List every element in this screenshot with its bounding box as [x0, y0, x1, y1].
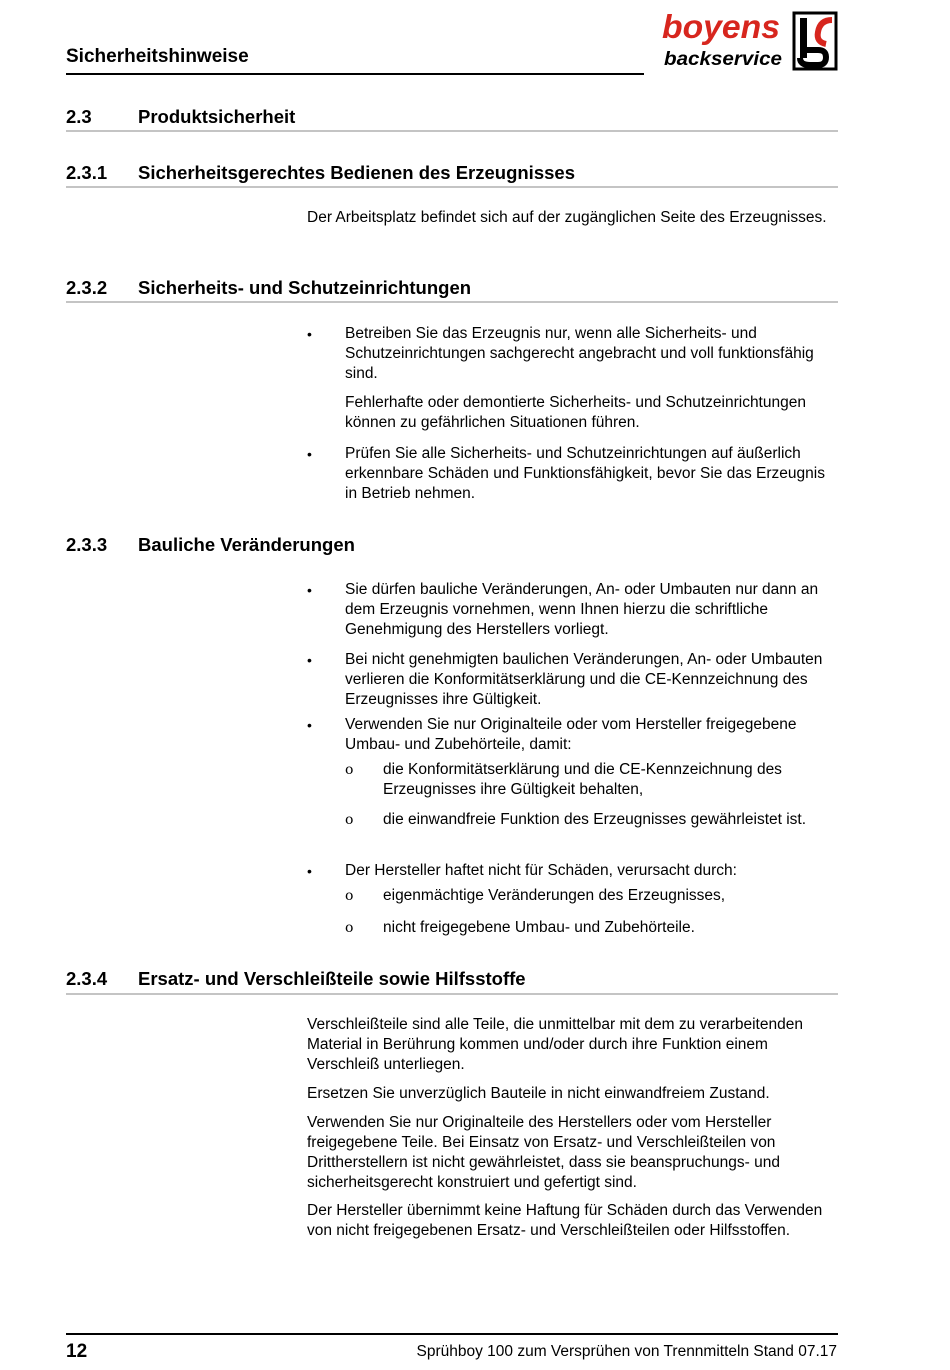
paragraph: Ersetzen Sie unverzüglich Bauteile in nicht einwandfreiem Zustand. — [307, 1085, 770, 1102]
list-item-text: Fehlerhafte oder demontierte Sicherheits- und Schutzeinrichtungen können zu gefährlichen Situationen führen. — [345, 394, 806, 431]
section-title: Sicherheits- und Schutzeinrichtungen — [138, 277, 472, 298]
page-header-title: Sicherheitshinweise — [66, 46, 249, 67]
list-item-text: Der Hersteller haftet nicht für Schäden, verursacht durch: — [345, 862, 737, 879]
svg-text:boyens: boyens — [662, 10, 780, 45]
header-divider — [66, 73, 644, 75]
logo-graphic — [660, 10, 840, 72]
paragraph: Verwenden Sie nur Originalteile des Herstellers oder vom Hersteller freigegebene Teile. Bei Einsatz von Ersatz- und Verschleißteilen von Drittherstellern ist nicht gewährleistet, dass sie beanspruchungs- und sicherheitsgerecht konstruiert und gefertigt sind. — [307, 1114, 780, 1191]
sub-list-item-text: nicht freigegebene Umbau- und Zubehörteile. — [383, 919, 695, 936]
section-number: 2.3.4 — [66, 968, 108, 989]
paragraph: Verschleißteile sind alle Teile, die unmittelbar mit dem zu verarbeitenden Material in Berührung kommen und/oder durch ihre Funktion einem Verschleiß unterliegen. — [307, 1016, 803, 1073]
section-number: 2.3.3 — [66, 534, 108, 555]
sub-list-item-text: eigenmächtige Veränderungen des Erzeugnisses, — [383, 887, 726, 904]
sub-bullet-icon: ο — [345, 812, 354, 828]
footer-document-info: Sprühboy 100 zum Versprühen von Trennmitteln Stand 07.17 — [416, 1343, 837, 1360]
bullet-icon: • — [307, 326, 312, 342]
section-title: Sicherheitsgerechtes Bedienen des Erzeugnisses — [138, 162, 575, 183]
section-number: 2.3 — [66, 106, 92, 127]
section-number: 2.3.1 — [66, 162, 108, 183]
bullet-icon: • — [307, 652, 312, 668]
section-title: Produktsicherheit — [138, 106, 296, 127]
page-number: 12 — [66, 1341, 88, 1362]
sub-bullet-icon: ο — [345, 920, 354, 936]
sub-bullet-icon: ο — [345, 888, 354, 904]
sub-list-item-text: die einwandfreie Funktion des Erzeugnisses gewährleistet ist. — [383, 811, 807, 828]
list-item-text: Verwenden Sie nur Originalteile oder vom Hersteller freigegebene Umbau- und Zubehörteile, damit: — [345, 716, 797, 753]
section-divider — [66, 301, 838, 303]
list-item-text: Prüfen Sie alle Sicherheits- und Schutzeinrichtungen auf äußerlich erkennbare Schäden und Funktionsfähigkeit, bevor Sie das Erzeugnis in Betrieb nehmen. — [345, 445, 825, 502]
footer-divider — [66, 1333, 838, 1335]
section-divider — [66, 130, 838, 132]
bullet-icon: • — [307, 717, 312, 733]
bullet-icon: • — [307, 863, 312, 879]
paragraph: Der Hersteller übernimmt keine Haftung für Schäden durch das Verwenden von nicht freigegebenen Ersatz- und Verschleißteilen oder Hilfsstoffen. — [307, 1202, 823, 1239]
bullet-icon: • — [307, 446, 312, 462]
bullet-icon: • — [307, 582, 312, 598]
list-item-text: Sie dürfen bauliche Veränderungen, An- oder Umbauten nur dann an dem Erzeugnis vornehmen, wenn Ihnen hierzu die schriftliche Genehmigung des Herstellers vorliegt. — [345, 581, 819, 638]
boyens-backservice-logo — [660, 10, 840, 72]
list-item-text: Betreiben Sie das Erzeugnis nur, wenn alle Sicherheits- und Schutzeinrichtungen sachgerecht angebracht und voll funktionsfähig sind. — [345, 325, 814, 382]
list-item-text: Bei nicht genehmigten baulichen Veränderungen, An- oder Umbauten verlieren die Konformitätserklärung und die CE-Kennzeichnung des Erzeugnisses ihre Gültigkeit. — [345, 651, 823, 708]
paragraph: Der Arbeitsplatz befindet sich auf der zugänglichen Seite des Erzeugnisses. — [307, 209, 827, 226]
sub-bullet-icon: ο — [345, 762, 354, 778]
section-divider — [66, 993, 838, 995]
section-title: Ersatz- und Verschleißteile sowie Hilfsstoffe — [138, 968, 526, 989]
section-number: 2.3.2 — [66, 277, 108, 298]
section-divider — [66, 186, 838, 188]
section-title: Bauliche Veränderungen — [138, 534, 355, 555]
sub-list-item-text: die Konformitätserklärung und die CE-Kennzeichnung des Erzeugnisses ihre Gültigkeit behalten, — [383, 761, 782, 798]
svg-text:backservice: backservice — [664, 49, 783, 70]
